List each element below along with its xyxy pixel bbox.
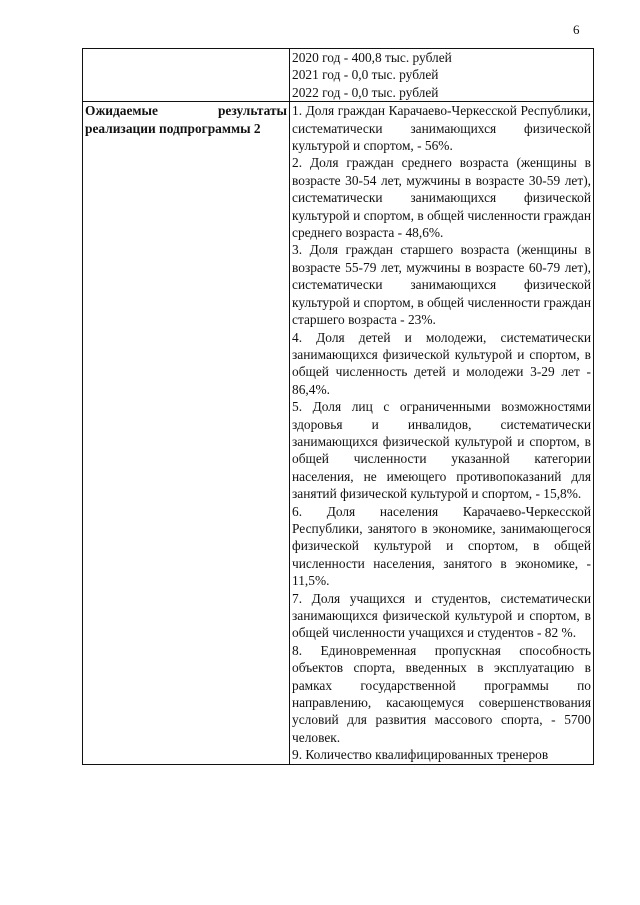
funding-label-cell: [83, 49, 290, 102]
subprogram-passport-table: [82, 48, 594, 765]
result-item-3: 3. Доля граждан старшего возраста (женщины в возрасте 55-79 лет, мужчины в возрасте 60-79 лет), систематически занимающихся физической культурой и спортом, в общей численности граждан старшего возраста - 23%.: [292, 242, 591, 328]
funding-values-cell: [290, 49, 594, 102]
result-item-7: 7. Доля учащихся и студентов, систематически занимающихся физической культурой и спортом, в общей численности учащихся и студентов - 82 %.: [292, 590, 591, 641]
funding-line-2022: 2022 год - 0,0 тыс. рублей: [292, 84, 439, 100]
result-item-9: 9. Количество квалифицированных тренеров: [292, 747, 549, 763]
expected-results-row: [83, 102, 594, 764]
expected-results-label: Ожидаемые результаты реализации подпрограммы 2: [83, 102, 290, 764]
result-item-1: 1. Доля граждан Карачаево-Черкесской Республики, систематически занимающихся физической культурой и спортом, - 56%.: [292, 103, 591, 154]
result-item-2: 2. Доля граждан среднего возраста (женщины в возрасте 30-54 лет, мужчины в возрасте 30-59 лет), систематически занимающихся физической культурой и спортом, в общей численности граждан среднего возраста - 48,6%.: [292, 155, 591, 241]
result-item-4: 4. Доля детей и молодежи, систематически занимающихся физической культурой и спортом, в общей численность детей и молодежи 3-29 лет - 86,4%.: [292, 329, 591, 397]
funding-line-2020: 2020 год - 400,8 тыс. рублей: [292, 50, 452, 65]
result-item-8: 8. Единовременная пропускная способность объектов спорта, введенных в эксплуатацию в рамках государственной программы по направлению, касающемуся совершенствования условий для развития массового спорта, - 5700 человек.: [292, 642, 591, 745]
expected-results-list: [290, 102, 594, 764]
result-item-5: 5. Доля лиц с ограниченными возможностями здоровья и инвалидов, систематически занимающихся физической культурой и спортом, в общей численности указанной категории населения, не имеющего противопоказаний для занятий физической культурой и спортом, - 15,8%.: [292, 399, 591, 502]
result-item-6: 6. Доля населения Карачаево-Черкесской Республики, занятого в экономике, занимающегося физической культурой и спортом, в общей численности населения, занятого в экономике, - 11,5%.: [292, 503, 591, 589]
page-number: 6: [573, 22, 580, 37]
funding-row: [83, 49, 594, 102]
funding-line-2021: 2021 год - 0,0 тыс. рублей: [292, 67, 439, 83]
